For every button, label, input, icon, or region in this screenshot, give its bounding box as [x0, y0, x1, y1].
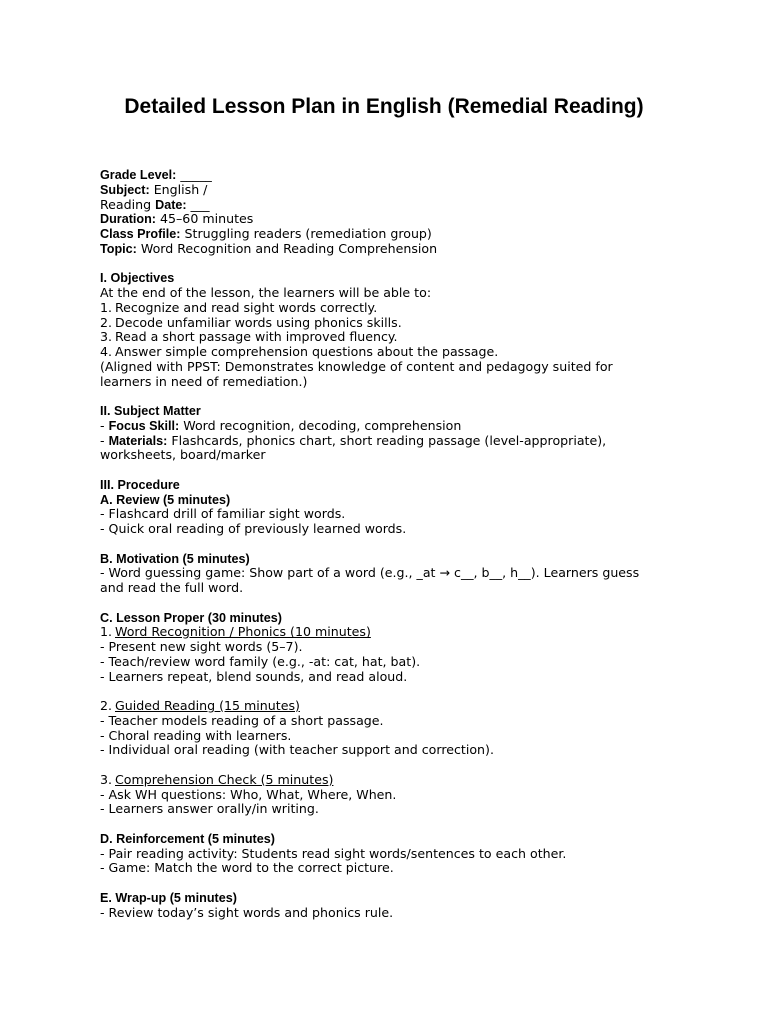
class-profile-value: Struggling readers (remediation group): [184, 226, 432, 241]
objective-text: Decode unfamiliar words using phonics skills.: [115, 314, 402, 330]
lesson-part-title: [100, 625, 680, 640]
grade-level-value: _____: [180, 167, 212, 182]
lesson-item: - Present new sight words (5–7).: [100, 639, 303, 654]
ppst-note-line2: learners in need of remediation.): [100, 373, 308, 389]
date-label: Date:: [155, 197, 187, 212]
review-item: - Quick oral reading of previously learned words.: [100, 521, 407, 536]
class-profile-label: Class Profile:: [100, 227, 181, 241]
lesson-item: - Learners answer orally/in writing.: [100, 801, 319, 817]
bullet-dash: -: [100, 432, 109, 448]
objective-item: [100, 301, 680, 316]
objective-number: 2.: [100, 314, 113, 330]
spacer: [100, 463, 680, 478]
reinforcement-heading: D. Reinforcement (5 minutes): [100, 831, 275, 846]
materials-line: [100, 434, 680, 449]
lesson-item: - Choral reading with learners.: [100, 727, 292, 743]
document-body: [100, 168, 680, 920]
reading-prefix: Reading: [100, 196, 152, 212]
topic-line: [100, 242, 680, 257]
wrapup-item: - Review today’s sight words and phonics rule.: [100, 904, 394, 920]
lesson-part-title: [100, 773, 680, 788]
objective-text: Recognize and read sight words correctly.: [115, 299, 378, 315]
lesson-part-number: 3.: [100, 771, 113, 787]
lesson-item: - Learners repeat, blend sounds, and read aloud.: [100, 668, 408, 684]
subject-matter-heading: II. Subject Matter: [100, 404, 201, 418]
subject-label: Subject:: [100, 182, 150, 197]
reinforcement-item: - Game: Match the word to the correct picture.: [100, 860, 394, 876]
lesson-part-title-text: Guided Reading (15 minutes): [115, 698, 300, 713]
lesson-part-title-text: Word Recognition / Phonics (10 minutes): [115, 624, 371, 640]
lesson-item: - Teacher models reading of a short passage.: [100, 712, 384, 728]
focus-skill-line: [100, 419, 680, 434]
spacer: [100, 684, 680, 699]
subject-line: [100, 183, 680, 198]
topic-label: Topic:: [100, 241, 137, 256]
spacer: [100, 758, 680, 773]
date-line: [100, 198, 680, 213]
objective-item: [100, 345, 680, 360]
focus-skill-value: Word recognition, decoding, comprehension: [183, 417, 462, 433]
ppst-note-line1: (Aligned with PPST: Demonstrates knowledge of content and pedagogy suited for: [100, 358, 613, 374]
motivation-line1: - Word guessing game: Show part of a word (e.g., _at → c__, b__, h__). Learners guess: [100, 565, 640, 581]
lesson-part-title: [100, 699, 680, 714]
lesson-item: - Ask WH questions: Who, What, Where, When.: [100, 786, 397, 802]
lesson-item: - Individual oral reading (with teacher support and correction).: [100, 742, 494, 758]
topic-value: Word Recognition and Reading Comprehension: [140, 240, 438, 256]
lesson-part-title-text: Comprehension Check (5 minutes): [115, 771, 334, 787]
objective-item: [100, 316, 680, 331]
subject-value: English /: [153, 181, 208, 197]
objective-item: [100, 330, 680, 345]
objective-number: 1.: [100, 299, 113, 315]
objective-number: 4.: [100, 344, 113, 359]
grade-level-line: [100, 168, 680, 183]
objective-text: Answer simple comprehension questions about the passage.: [115, 344, 499, 359]
reinforcement-item: - Pair reading activity: Students read sight words/sentences to each other.: [100, 845, 567, 861]
objectives-intro: At the end of the lesson, the learners will be able to:: [100, 285, 432, 300]
document-title: Detailed Lesson Plan in English (Remedial Reading): [124, 95, 644, 118]
materials-value: Flashcards, phonics chart, short reading passage (level-appropriate),: [171, 432, 607, 448]
wrapup-heading: E. Wrap-up (5 minutes): [100, 890, 237, 905]
objective-number: 3.: [100, 329, 113, 345]
lesson-part-number: 1.: [100, 624, 113, 640]
class-profile-line: [100, 227, 680, 242]
grade-level-label: Grade Level:: [100, 168, 177, 182]
spacer: [100, 389, 680, 404]
spacer: [100, 876, 680, 891]
spacer: [100, 257, 680, 272]
date-value: ___: [190, 196, 210, 212]
motivation-heading: B. Motivation (5 minutes): [100, 551, 250, 566]
spacer: [100, 596, 680, 611]
materials-continued: worksheets, board/marker: [100, 447, 266, 463]
duration-line: [100, 212, 680, 227]
duration-label: Duration:: [100, 212, 156, 227]
materials-label: Materials:: [108, 433, 168, 448]
lesson-part-number: 2.: [100, 698, 113, 713]
objective-text: Read a short passage with improved fluency.: [115, 329, 398, 345]
procedure-heading: III. Procedure: [100, 477, 180, 492]
spacer: [100, 817, 680, 832]
spacer: [100, 537, 680, 552]
duration-value: 45–60 minutes: [159, 211, 254, 227]
review-heading: A. Review (5 minutes): [100, 492, 231, 507]
lesson-proper-heading: C. Lesson Proper (30 minutes): [100, 610, 282, 625]
bullet-dash: -: [100, 417, 109, 433]
review-item: - Flashcard drill of familiar sight words.: [100, 506, 346, 522]
lesson-item: - Teach/review word family (e.g., -at: cat, hat, bat).: [100, 653, 421, 669]
objectives-heading: I. Objectives: [100, 271, 175, 286]
focus-skill-label: Focus Skill:: [108, 418, 180, 433]
motivation-line2: and read the full word.: [100, 580, 244, 595]
